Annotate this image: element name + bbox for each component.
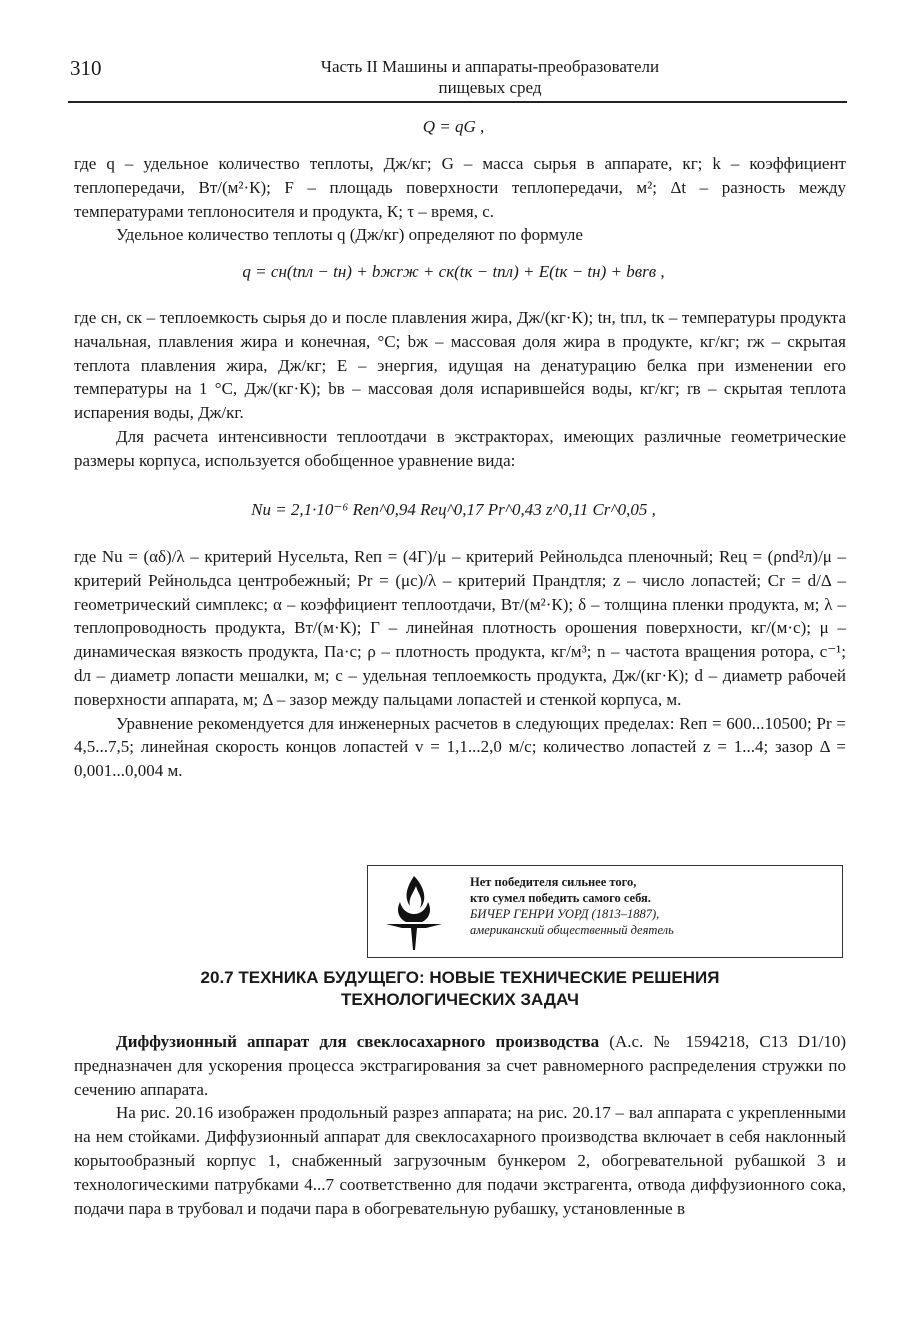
paragraph-text-8: На рис. 20.16 изображен продольный разрез аппарата; на рис. 20.17 – вал аппарата с укрепленными на нем стойками. Диффузионный аппарат для свеклосахарного производства включает в себя наклонный корытообразный корпус 1, снабженный загрузочным бункером 2, обогревательной рубашкой 3 и технологическими патрубками 4...7 соответственно для подачи экстрагента, отвода диффузионного сока, подачи пара в трубовал и подачи пара в обогревательную рубашку, установленные в — [74, 1103, 846, 1218]
paragraph-text-7-rest: (А.с. № 1594218, С13 D1/10) предназначен для ускорения процесса экстрагирования за счет равномерного распределения стружки по сечению аппарата. — [74, 1032, 847, 1099]
formula-specific-heat: q = cн(tпл − tн) + bжrж + cк(tк − tпл) + E(tк − tн) + bвrв , — [242, 262, 665, 281]
formula-q-total: Q = qG , — [422, 117, 485, 136]
paragraph-diffusion-apparatus — [74, 1030, 846, 1220]
paragraph-definitions-1 — [74, 152, 846, 247]
running-header-line2: пищевых сред — [438, 78, 542, 97]
paragraph-text-7 — [74, 1030, 846, 1101]
section-heading-line2: ТЕХНОЛОГИЧЕСКИХ ЗАДАЧ — [341, 990, 579, 1009]
quote-line1: Нет победителя сильнее того, — [470, 875, 637, 889]
paragraph-text-6: Уравнение рекомендуется для инженерных расчетов в следующих пределах: Reп = 600...10500; Pr = 4,5...7,5; линейная скорость концов лопастей v = 1,1...2,0 м/с; количество лопастей z = 1...4; зазор Δ = 0,001...0,004 м. — [74, 713, 846, 781]
paragraph-text-4: Для расчета интенсивности теплоотдачи в экстракторах, имеющих различные геометрические размеры корпуса, используется обобщенное уравнение вида: — [74, 426, 846, 470]
header-rule — [68, 101, 847, 103]
candle-flame-icon — [378, 872, 450, 952]
formula-nusselt: Nu = 2,1·10⁻⁶ Reп^0,94 Reц^0,17 Pr^0,43 z^0,11 Cr^0,05 , — [251, 500, 656, 519]
section-heading — [180, 967, 740, 1011]
running-header — [230, 56, 750, 98]
quote-role: американский общественный деятель — [470, 923, 674, 937]
quote-text — [470, 874, 830, 938]
quote-line2: кто сумел победить самого себя. — [470, 891, 651, 905]
invention-title: Диффузионный аппарат для свеклосахарного производства — [116, 1032, 600, 1051]
paragraph-text: где q – удельное количество теплоты, Дж/кг; G – масса сырья в аппарате, кг; k – коэффициент теплопередачи, Вт/(м²·К); F – площадь поверхности теплопередачи, м²; Δt – разность между температурами теплоносителя и продукта, К; τ – время, с. — [74, 154, 846, 221]
quote-author: БИЧЕР ГЕНРИ УОРД (1813–1887), — [470, 907, 660, 921]
section-heading-line1: 20.7 ТЕХНИКА БУДУЩЕГО: НОВЫЕ ТЕХНИЧЕСКИЕ РЕШЕНИЯ — [200, 968, 720, 987]
running-header-line1: Часть II Машины и аппараты-преобразователи — [320, 57, 660, 76]
paragraph-definitions-3 — [74, 545, 846, 783]
paragraph-text-5: где Nu = (αδ)/λ – критерий Нусельта, Reп = (4Г)/μ – критерий Рейнольдса пленочный; Reц = (ρnd²л)/μ – критерий Рейнольдса центробежный; Pr = (μc)/λ – критерий Прандтля; z – число лопастей; Cr = d/Δ – геометрический симплекс; α – коэффициент теплоотдачи, Вт/(м²·К); δ – толщина пленки продукта, м; λ – теплопроводность продукта, Вт/(м·К); Г – линейная плотность орошения поверхности, кг/(м·с); μ – динамическая вязкость продукта, Па·с; ρ – плотность продукта, кг/м³; n – частота вращения ротора, с⁻¹; dл – диаметр лопасти мешалки, м; c – удельная теплоемкость продукта, Дж/(кг·К); d – диаметр рабочей поверхности аппарата, м; Δ – зазор между пальцами лопастей и стенкой корпуса, м. — [74, 547, 846, 709]
paragraph-text-2: Удельное количество теплоты q (Дж/кг) определяют по формуле — [116, 225, 583, 245]
paragraph-text-3: где cн, cк – теплоемкость сырья до и после плавления жира, Дж/(кг·К); tн, tпл, tк – температуры продукта начальная, плавления жира и конечная, °С; bж – массовая доля жира в продукте, кг/кг; rж – скрытая теплота плавления жира, Дж/кг; E – энергия, идущая на денатурацию белка при изменении его температуры на 1 °С, Дж/(кг·К); bв – массовая доля испарившейся воды, кг/кг; rв – скрытая теплота испарения воды, Дж/кг. — [74, 308, 846, 423]
quote-box — [367, 865, 843, 958]
paragraph-definitions-2 — [74, 306, 846, 473]
page-number: 310 — [70, 56, 102, 80]
